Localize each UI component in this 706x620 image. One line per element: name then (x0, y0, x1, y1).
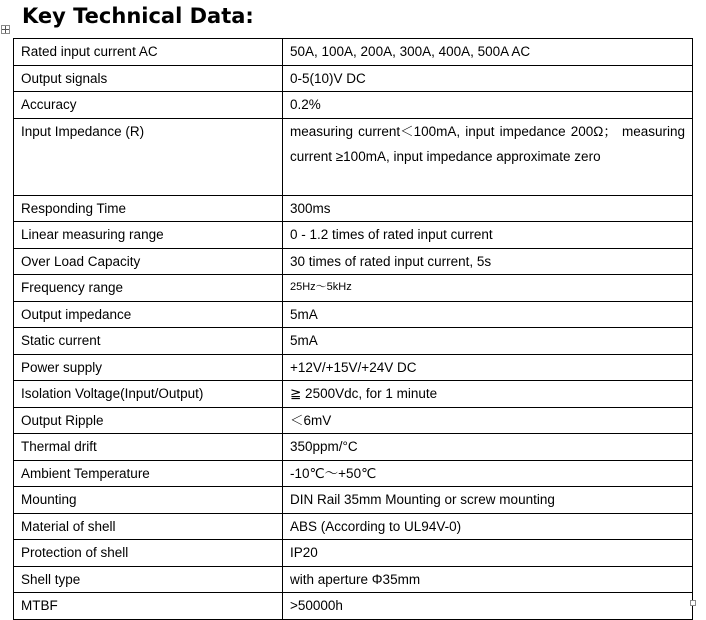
table-row (14, 540, 693, 567)
param-cell: Shell type (14, 566, 283, 593)
table-row (14, 381, 693, 408)
value-cell: 0-5(10)V DC (283, 65, 693, 92)
param-cell: Material of shell (14, 513, 283, 540)
table-row (14, 118, 693, 195)
table-row (14, 566, 693, 593)
value-cell: ≧ 2500Vdc, for 1 minute (283, 381, 693, 408)
param-cell: Output signals (14, 65, 283, 92)
param-cell: Static current (14, 328, 283, 355)
table-row (14, 593, 693, 620)
param-cell: Protection of shell (14, 540, 283, 567)
table-resize-handle-icon[interactable] (690, 600, 696, 606)
value-cell: -10℃～+50℃ (283, 460, 693, 487)
param-cell: Isolation Voltage(Input/Output) (14, 381, 283, 408)
param-cell: Over Load Capacity (14, 248, 283, 275)
value-cell: 25Hz～5kHz (283, 275, 693, 302)
value-cell: 30 times of rated input current, 5s (283, 248, 693, 275)
value-cell: +12V/+15V/+24V DC (283, 354, 693, 381)
table-row (14, 301, 693, 328)
table-row (14, 407, 693, 434)
value-cell: 5mA (283, 301, 693, 328)
param-cell: Thermal drift (14, 434, 283, 461)
table-row (14, 92, 693, 119)
param-cell: Power supply (14, 354, 283, 381)
param-cell: Rated input current AC (14, 39, 283, 66)
value-cell: 300ms (283, 195, 693, 222)
value-cell: 5mA (283, 328, 693, 355)
value-cell: 350ppm/°C (283, 434, 693, 461)
param-cell: Input Impedance (R) (14, 118, 283, 195)
value-cell: DIN Rail 35mm Mounting or screw mounting (283, 487, 693, 514)
param-cell: Linear measuring range (14, 222, 283, 249)
param-cell: Mounting (14, 487, 283, 514)
value-cell: measuring current＜100mA, input impedance 200Ω； measuring current ≥100mA, input impedance approximate zero (283, 118, 693, 195)
table-row (14, 460, 693, 487)
value-cell: ABS (According to UL94V-0) (283, 513, 693, 540)
param-cell: Frequency range (14, 275, 283, 302)
table-move-handle-icon[interactable] (1, 25, 10, 34)
value-cell: 0 - 1.2 times of rated input current (283, 222, 693, 249)
value-cell: with aperture Φ35mm (283, 566, 693, 593)
value-cell: ＜6mV (283, 407, 693, 434)
value-cell: 0.2% (283, 92, 693, 119)
table-row (14, 354, 693, 381)
value-cell: 50A, 100A, 200A, 300A, 400A, 500A AC (283, 39, 693, 66)
param-cell: Output Ripple (14, 407, 283, 434)
table-row (14, 222, 693, 249)
table-row (14, 275, 693, 302)
param-cell: Responding Time (14, 195, 283, 222)
table-row (14, 487, 693, 514)
param-cell: Ambient Temperature (14, 460, 283, 487)
technical-data-table (13, 38, 693, 620)
table-row (14, 39, 693, 66)
value-cell: >50000h (283, 593, 693, 620)
value-cell: IP20 (283, 540, 693, 567)
table-row (14, 248, 693, 275)
param-cell: MTBF (14, 593, 283, 620)
param-cell: Output impedance (14, 301, 283, 328)
table-row (14, 434, 693, 461)
table-row (14, 65, 693, 92)
param-cell: Accuracy (14, 92, 283, 119)
table-row (14, 195, 693, 222)
table-row (14, 513, 693, 540)
page-title: Key Technical Data: (22, 4, 254, 28)
table-row (14, 328, 693, 355)
